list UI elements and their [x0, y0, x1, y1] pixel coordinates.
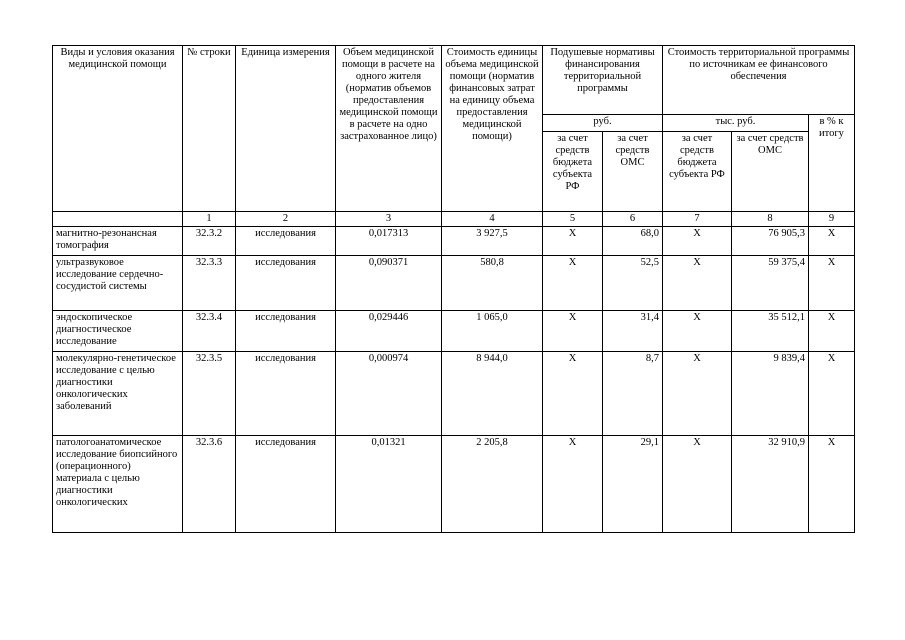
column-number: 2 — [236, 212, 336, 227]
oms-thousand: 59 375,4 — [732, 256, 809, 311]
unit: исследования — [236, 436, 336, 533]
column-number — [53, 212, 183, 227]
unit-cost: 1 065,0 — [442, 311, 543, 352]
header-oms-thousand: за счет средств ОМС — [732, 132, 809, 212]
percent: X — [809, 311, 855, 352]
table-row — [53, 352, 855, 436]
column-number-row — [53, 212, 855, 227]
row-number: 32.3.3 — [183, 256, 236, 311]
row-number: 32.3.6 — [183, 436, 236, 533]
service-name: патологоанатомическое исследование биопсийного (операционного) материала с целью диагностики онкологических — [53, 436, 183, 533]
unit: исследования — [236, 311, 336, 352]
unit: исследования — [236, 256, 336, 311]
header-volume: Объем медицинской помощи в расчете на одного жителя (норматив объемов предоставления медицинской помощи в расчете на одно застрахованное лицо) — [336, 46, 442, 212]
header-unit: Единица измерения — [236, 46, 336, 212]
oms-thousand: 32 910,9 — [732, 436, 809, 533]
row-number: 32.3.5 — [183, 352, 236, 436]
percent: X — [809, 352, 855, 436]
oms-rub: 29,1 — [603, 436, 663, 533]
percent: X — [809, 436, 855, 533]
header-unit-cost: Стоимость единицы объема медицинской помощи (норматив финансовых затрат на единицу объема предоставления медицинской помощи) — [442, 46, 543, 212]
row-number: 32.3.4 — [183, 311, 236, 352]
oms-rub: 8,7 — [603, 352, 663, 436]
header-oms-rub: за счет средств ОМС — [603, 132, 663, 212]
table-row — [53, 311, 855, 352]
header-percent: в % к итогу — [809, 115, 855, 212]
budget-thousand: X — [663, 352, 732, 436]
column-number: 4 — [442, 212, 543, 227]
budget-thousand: X — [663, 311, 732, 352]
unit-cost: 3 927,5 — [442, 227, 543, 256]
column-number: 7 — [663, 212, 732, 227]
table-row — [53, 256, 855, 311]
budget-thousand: X — [663, 256, 732, 311]
volume: 0,090371 — [336, 256, 442, 311]
percent: X — [809, 256, 855, 311]
service-name: молекулярно-генетическое исследование с целью диагностики онкологических заболеваний — [53, 352, 183, 436]
column-number: 8 — [732, 212, 809, 227]
medical-services-table — [52, 45, 855, 533]
oms-rub: 68,0 — [603, 227, 663, 256]
oms-rub: 31,4 — [603, 311, 663, 352]
header-budget-rub: за счет средств бюджета субъекта РФ — [543, 132, 603, 212]
column-number: 1 — [183, 212, 236, 227]
oms-thousand: 9 839,4 — [732, 352, 809, 436]
budget-rub: X — [543, 256, 603, 311]
unit-cost: 2 205,8 — [442, 436, 543, 533]
unit-cost: 580,8 — [442, 256, 543, 311]
volume: 0,029446 — [336, 311, 442, 352]
unit-cost: 8 944,0 — [442, 352, 543, 436]
service-name: ультразвуковое исследование сердечно-сосудистой системы — [53, 256, 183, 311]
service-name: магнитно-резонансная томография — [53, 227, 183, 256]
volume: 0,017313 — [336, 227, 442, 256]
header-thousand-rub: тыс. руб. — [663, 115, 809, 132]
oms-thousand: 35 512,1 — [732, 311, 809, 352]
oms-thousand: 76 905,3 — [732, 227, 809, 256]
unit: исследования — [236, 227, 336, 256]
oms-rub: 52,5 — [603, 256, 663, 311]
column-number: 9 — [809, 212, 855, 227]
header-budget-thousand: за счет средств бюджета субъекта РФ — [663, 132, 732, 212]
budget-rub: X — [543, 436, 603, 533]
header-rub: руб. — [543, 115, 663, 132]
budget-thousand: X — [663, 436, 732, 533]
budget-rub: X — [543, 311, 603, 352]
row-number: 32.3.2 — [183, 227, 236, 256]
volume: 0,01321 — [336, 436, 442, 533]
column-number: 6 — [603, 212, 663, 227]
unit: исследования — [236, 352, 336, 436]
header-program-cost: Стоимость территориальной программы по источникам ее финансового обеспечения — [663, 46, 855, 115]
budget-rub: X — [543, 227, 603, 256]
column-number: 5 — [543, 212, 603, 227]
header-row-number: № строки — [183, 46, 236, 212]
column-number: 3 — [336, 212, 442, 227]
table-row — [53, 227, 855, 256]
budget-rub: X — [543, 352, 603, 436]
percent: X — [809, 227, 855, 256]
volume: 0,000974 — [336, 352, 442, 436]
header-kinds: Виды и условия оказания медицинской помощи — [53, 46, 183, 212]
service-name: эндоскопическое диагностическое исследование — [53, 311, 183, 352]
table-row — [53, 436, 855, 533]
header-per-capita: Подушевые нормативы финансирования территориальной программы — [543, 46, 663, 115]
budget-thousand: X — [663, 227, 732, 256]
